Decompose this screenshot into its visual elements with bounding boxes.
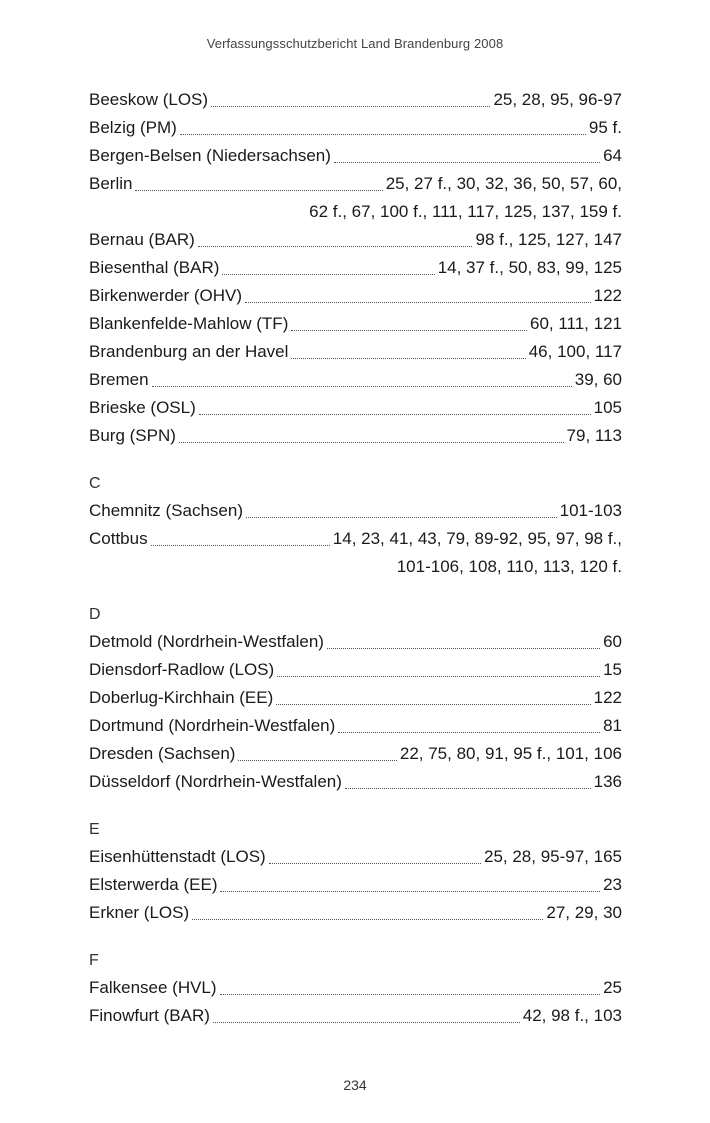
entry-pages: 25, 28, 95, 96-97 bbox=[493, 90, 622, 109]
entry-term: Beeskow (LOS) bbox=[89, 90, 209, 109]
dot-leader bbox=[276, 704, 590, 705]
index-section bbox=[89, 465, 622, 581]
section-letter: C bbox=[89, 475, 101, 492]
entry-term: Elsterwerda (EE) bbox=[89, 875, 218, 894]
entry-pages: 14, 23, 41, 43, 79, 89-92, 95, 97, 98 f., bbox=[332, 529, 622, 548]
dot-leader bbox=[345, 788, 591, 789]
entry-term: Bergen-Belsen (Niedersachsen) bbox=[89, 146, 331, 165]
entry-pages: 25, 27 f., 30, 32, 36, 50, 57, 60, bbox=[385, 174, 622, 193]
dot-leader bbox=[334, 162, 600, 163]
entry-pages: 39, 60 bbox=[574, 370, 622, 389]
dot-leader bbox=[245, 302, 591, 303]
index-entry bbox=[89, 338, 622, 366]
entry-term: Falkensee (HVL) bbox=[89, 978, 217, 997]
place-index bbox=[89, 86, 622, 1030]
entry-pages: 42, 98 f., 103 bbox=[522, 1006, 622, 1025]
entry-term: Dortmund (Nordrhein-Westfalen) bbox=[89, 716, 336, 735]
entry-term: Berlin bbox=[89, 174, 133, 193]
index-entry bbox=[89, 871, 622, 899]
index-entry bbox=[89, 1002, 622, 1030]
entry-term: Finowfurt (BAR) bbox=[89, 1006, 210, 1025]
index-entry bbox=[89, 366, 622, 394]
entry-pages-continued: 62 f., 67, 100 f., 111, 117, 125, 137, 159 f. bbox=[309, 202, 622, 221]
entry-term: Erkner (LOS) bbox=[89, 903, 190, 922]
entry-term: Brandenburg an der Havel bbox=[89, 342, 289, 361]
dot-leader bbox=[211, 106, 490, 107]
index-entry bbox=[89, 497, 622, 525]
entry-pages: 95 f. bbox=[588, 118, 622, 137]
entry-pages: 98 f., 125, 127, 147 bbox=[475, 230, 622, 249]
entry-pages: 25 bbox=[603, 978, 622, 997]
index-entry bbox=[89, 525, 622, 553]
entry-term: Bremen bbox=[89, 370, 149, 389]
dot-leader bbox=[135, 190, 382, 191]
index-entry bbox=[89, 899, 622, 927]
page-number: 234 bbox=[343, 1077, 367, 1093]
entry-term: Brieske (OSL) bbox=[89, 398, 196, 417]
dot-leader bbox=[180, 134, 586, 135]
dot-leader bbox=[220, 891, 600, 892]
dot-leader bbox=[269, 863, 481, 864]
index-entry bbox=[89, 628, 622, 656]
dot-leader bbox=[291, 358, 525, 359]
entry-term: Burg (SPN) bbox=[89, 426, 176, 445]
entry-term: Düsseldorf (Nordrhein-Westfalen) bbox=[89, 772, 342, 791]
entry-pages: 15 bbox=[603, 660, 622, 679]
dot-leader bbox=[291, 330, 527, 331]
index-section bbox=[89, 942, 622, 1030]
entry-pages: 60 bbox=[603, 632, 622, 651]
entry-pages: 23 bbox=[603, 875, 622, 894]
dot-leader bbox=[151, 545, 330, 546]
entry-term: Belzig (PM) bbox=[89, 118, 177, 137]
entry-term: Bernau (BAR) bbox=[89, 230, 195, 249]
entry-term: Eisenhüttenstadt (LOS) bbox=[89, 847, 266, 866]
index-entry bbox=[89, 86, 622, 114]
entry-pages: 81 bbox=[603, 716, 622, 735]
dot-leader bbox=[199, 414, 591, 415]
entry-term: Cottbus bbox=[89, 529, 148, 548]
dot-leader bbox=[220, 994, 601, 995]
index-entry bbox=[89, 310, 622, 338]
dot-leader bbox=[222, 274, 434, 275]
entry-term: Biesenthal (BAR) bbox=[89, 258, 220, 277]
index-entry bbox=[89, 684, 622, 712]
index-section bbox=[89, 596, 622, 796]
index-entry bbox=[89, 394, 622, 422]
entry-term: Diensdorf-Radlow (LOS) bbox=[89, 660, 275, 679]
entry-pages: 22, 75, 80, 91, 95 f., 101, 106 bbox=[399, 744, 622, 763]
entry-term: Doberlug-Kirchhain (EE) bbox=[89, 688, 274, 707]
index-entry bbox=[89, 422, 622, 450]
dot-leader bbox=[338, 732, 600, 733]
index-entry bbox=[89, 282, 622, 310]
index-entry bbox=[89, 142, 622, 170]
index-entry bbox=[89, 740, 622, 768]
dot-leader bbox=[327, 648, 600, 649]
dot-leader bbox=[213, 1022, 520, 1023]
index-entry bbox=[89, 254, 622, 282]
dot-leader bbox=[198, 246, 473, 247]
entry-term: Dresden (Sachsen) bbox=[89, 744, 236, 763]
index-entry bbox=[89, 226, 622, 254]
dot-leader bbox=[179, 442, 564, 443]
section-letter: E bbox=[89, 821, 100, 838]
entry-term: Chemnitz (Sachsen) bbox=[89, 501, 244, 520]
entry-pages: 122 bbox=[593, 286, 622, 305]
entry-pages-continued: 101-106, 108, 110, 113, 120 f. bbox=[396, 557, 622, 576]
index-entry bbox=[89, 114, 622, 142]
entry-pages: 122 bbox=[593, 688, 622, 707]
entry-pages: 79, 113 bbox=[566, 426, 622, 445]
section-letter: D bbox=[89, 606, 101, 623]
entry-pages: 60, 111, 121 bbox=[529, 314, 622, 333]
entry-pages: 25, 28, 95-97, 165 bbox=[483, 847, 622, 866]
index-entry bbox=[89, 843, 622, 871]
entry-pages: 46, 100, 117 bbox=[528, 342, 622, 361]
index-section bbox=[89, 86, 622, 450]
dot-leader bbox=[277, 676, 600, 677]
dot-leader bbox=[246, 517, 557, 518]
entry-term: Birkenwerder (OHV) bbox=[89, 286, 243, 305]
index-section bbox=[89, 811, 622, 927]
entry-term: Detmold (Nordrhein-Westfalen) bbox=[89, 632, 324, 651]
section-letter: F bbox=[89, 952, 99, 969]
index-entry bbox=[89, 974, 622, 1002]
running-header: Verfassungsschutzbericht Land Brandenburg 2008 bbox=[206, 36, 504, 51]
index-entry bbox=[89, 656, 622, 684]
dot-leader bbox=[152, 386, 572, 387]
dot-leader bbox=[192, 919, 543, 920]
entry-pages: 101-103 bbox=[559, 501, 622, 520]
entry-pages: 64 bbox=[603, 146, 622, 165]
entry-pages: 27, 29, 30 bbox=[546, 903, 622, 922]
entry-term: Blankenfelde-Mahlow (TF) bbox=[89, 314, 289, 333]
entry-pages: 105 bbox=[593, 398, 622, 417]
entry-pages: 136 bbox=[593, 772, 622, 791]
index-entry bbox=[89, 712, 622, 740]
index-entry bbox=[89, 768, 622, 796]
dot-leader bbox=[238, 760, 396, 761]
index-entry bbox=[89, 170, 622, 198]
entry-pages: 14, 37 f., 50, 83, 99, 125 bbox=[437, 258, 622, 277]
